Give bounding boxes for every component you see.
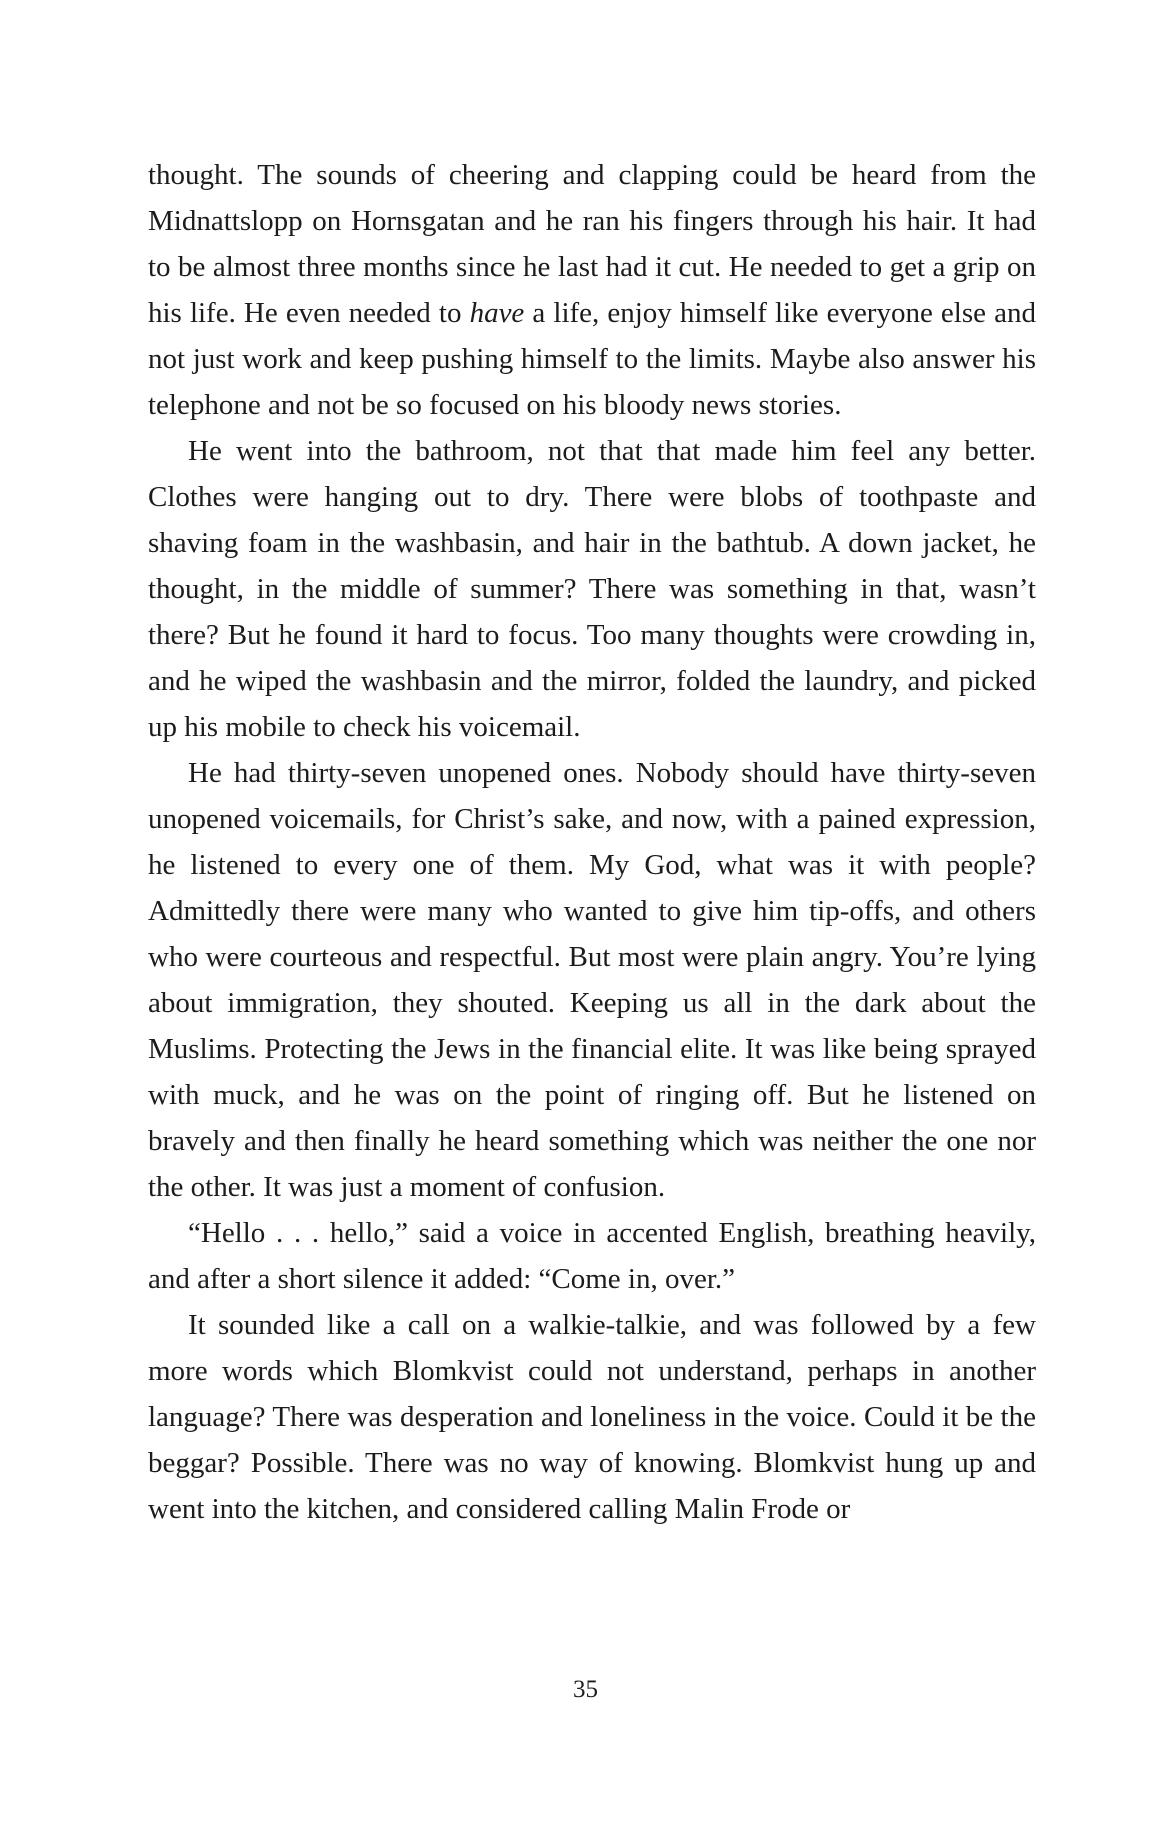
body-text xyxy=(148,152,1036,1532)
emphasis-have: have xyxy=(469,297,525,329)
paragraph-4: “Hello . . . hello,” said a voice in accented English, breathing heavily, and after a short silence it added: “Come in, over.” xyxy=(148,1217,1036,1295)
paragraph-1-text-b: a life, enjoy himself like everyone else and not just work and keep pushing himself to the limits. Maybe also answer his telephone and not be so focused on his bloody news stories. xyxy=(148,297,1036,421)
paragraph-1-text-a: thought. The sounds of cheering and clapping could be heard from the Midnattslopp on Hornsgatan and he ran his fingers through his hair. It had to be almost three months since he last had it cut. He needed to get a grip on his life. He even needed to xyxy=(148,159,1036,329)
paragraph-5: It sounded like a call on a walkie-talkie, and was followed by a few more words which Blomkvist could not understand, perhaps in another language? There was desperation and loneliness in the voice. Could it be the beggar? Possible. There was no way of knowing. Blomkvist hung up and went into the kitchen, and considered calling Malin Frode or xyxy=(148,1309,1036,1525)
paragraph-3: He had thirty-seven unopened ones. Nobody should have thirty-seven unopened voicemails, for Christ’s sake, and now, with a pained expression, he listened to every one of them. My God, what was it with people? Admittedly there were many who wanted to give him tip-offs, and others who were courteous and respectful. But most were plain angry. You’re lying about immigration, they shouted. Keeping us all in the dark about the Muslims. Protecting the Jews in the financial elite. It was like being sprayed with muck, and he was on the point of ringing off. But he listened on bravely and then finally he heard something which was neither the one nor the other. It was just a moment of confusion. xyxy=(148,757,1036,1203)
paragraph-2: He went into the bathroom, not that that made him feel any better. Clothes were hanging out to dry. There were blobs of toothpaste and shaving foam in the washbasin, and hair in the bathtub. A down jacket, he thought, in the middle of summer? There was something in that, wasn’t there? But he found it hard to focus. Too many thoughts were crowding in, and he wiped the washbasin and the mirror, folded the laundry, and picked up his mobile to check his voicemail. xyxy=(148,435,1036,743)
page-number: 35 xyxy=(573,1676,598,1703)
paragraph-1 xyxy=(148,152,1036,428)
